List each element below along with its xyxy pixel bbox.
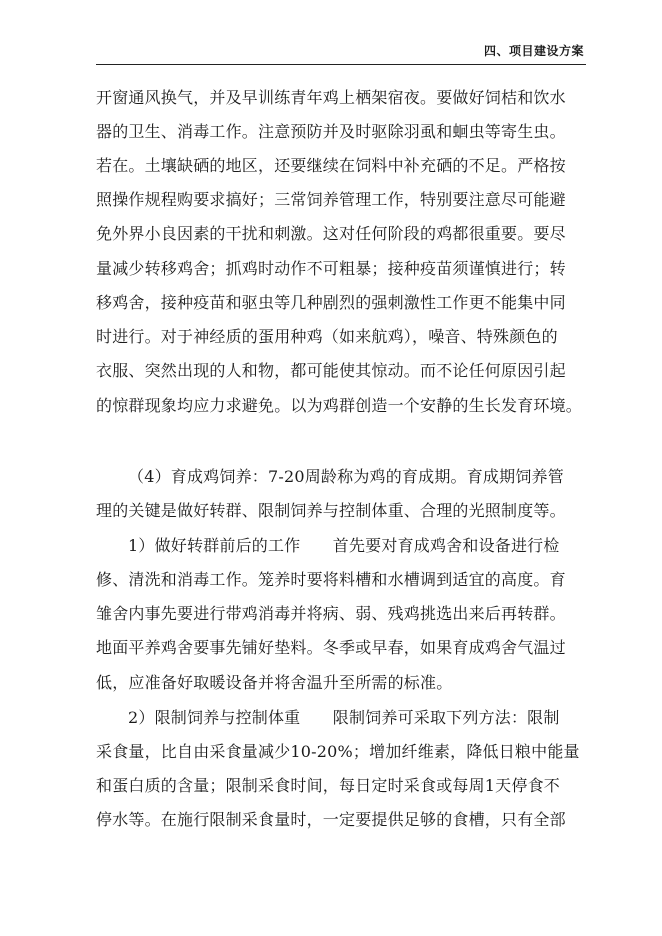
- body-line: 器的卫生、消毒工作。注意预防并及时驱除羽虱和蛔虫等寄生虫。: [96, 122, 566, 141]
- subsection-heading: 1）做好转群前后的工作 首先要对育成鸡舍和设备进行检: [128, 536, 560, 555]
- body-line: 量减少转移鸡舍；抓鸡时动作不可粗暴；接种疫苗须谨慎进行；转: [96, 259, 566, 278]
- body-line: 若在。土壤缺硒的地区，还要继续在饲料中补充硒的不足。严格按: [96, 156, 566, 175]
- body-line: 雏舍内事先要进行带鸡消毒并将病、弱、残鸡挑选出来后再转群。: [96, 604, 566, 623]
- subsection-heading: 2）限制饲养与控制体重 限制饲养可采取下列方法：限制: [128, 708, 560, 727]
- body-line: 停水等。在施行限制采食量时，一定要提供足够的食槽，只有全部: [96, 810, 566, 829]
- body-line: 修、清洗和消毒工作。笼养时要将料槽和水槽调到适宜的高度。育: [96, 570, 566, 589]
- body-line: 开窗通风换气，并及早训练青年鸡上栖架宿夜。要做好饲桔和饮水: [96, 88, 566, 107]
- body-line: 免外界小良因素的干扰和刺激。这对任何阶段的鸡都很重要。要尽: [96, 224, 566, 243]
- body-line: 低，应准备好取暖设备并将舍温升至所需的标准。: [96, 673, 453, 692]
- body-line: 照操作规程购要求搞好；三常饲养管理工作，特别要注意尽可能避: [96, 190, 566, 209]
- body-line: 和蛋白质的含量；限制采食时间，每日定时采食或每周1天停食不: [96, 776, 560, 795]
- body-line: 移鸡舍，接种疫苗和驱虫等几种剧烈的强刺激性工作更不能集中同: [96, 293, 566, 312]
- header-divider: [96, 64, 586, 65]
- body-line: 理的关键是做好转群、限制饲养与控制体重、合理的光照制度等。: [96, 501, 566, 520]
- body-line: 的惊群现象均应力求避免。以为鸡群创造一个安静的生长发育环境。: [96, 396, 583, 415]
- body-line: 衣服、突然出现的人和物，都可能使其惊动。而不论任何原因引起: [96, 361, 566, 380]
- body-line: 采食量，比自由采食量减少10-20%；增加纤维素，降低日粮中能量: [96, 742, 580, 761]
- page-header-title: 四、项目建设方案: [483, 44, 584, 58]
- section-heading: （4）育成鸡饲养：7-20周龄称为鸡的育成期。育成期饲养管: [128, 467, 564, 486]
- body-line: 地面平养鸡舍要事先铺好垫料。冬季或早春，如果育成鸡舍气温过: [96, 638, 566, 657]
- body-line: 时进行。对于神经质的蛋用种鸡（如来航鸡），噪音、特殊颜色的: [96, 327, 558, 346]
